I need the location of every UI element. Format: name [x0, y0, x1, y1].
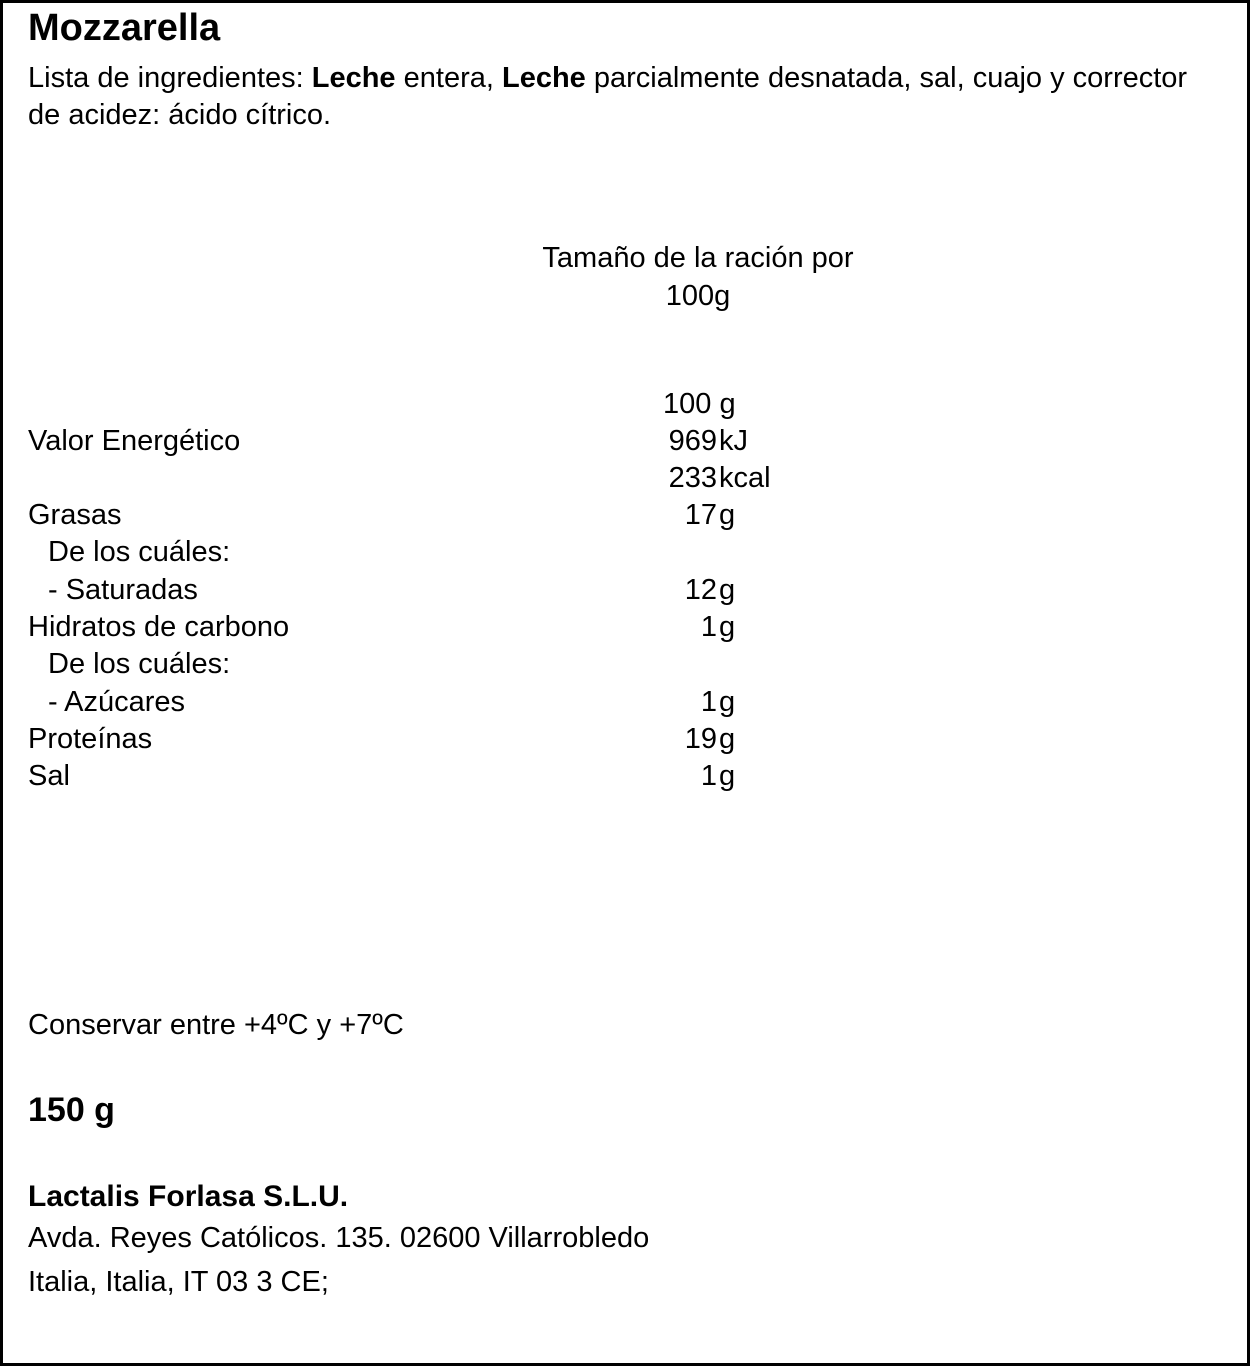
ingredients-rest: parcialmente desnatada, sal, cuajo y corrector de acidez: ácido cítrico.: [28, 62, 1188, 131]
nutrient-value-salt: 1: [700, 760, 717, 792]
nutrient-value-energy-kcal: 233: [668, 462, 717, 494]
ingredient-leche-2: Leche: [501, 62, 586, 94]
nutrient-unit-energy-kcal: kcal: [719, 462, 771, 494]
nutrient-unit-energy-kj: kJ: [719, 425, 748, 457]
nutrient-unit-salt: g: [719, 760, 736, 792]
serving-size-value: 100g: [665, 280, 731, 312]
serving-size: [523, 239, 873, 315]
nutrient-label-of-which-fat: De los cuáles:: [48, 536, 231, 568]
nutrient-unit-carbs: g: [719, 611, 736, 643]
nutrient-label-protein: Proteínas: [28, 723, 153, 755]
serving-label: Tamaño de la ración por: [542, 242, 854, 274]
net-weight: 150 g: [28, 1091, 115, 1129]
ingredients-list: [28, 60, 1218, 134]
nutrient-value-saturated: 12: [684, 574, 717, 606]
nutrient-value-carbs: 1: [700, 611, 717, 643]
ingredients-mid: entera,: [395, 62, 502, 94]
nutrient-value-protein: 19: [684, 723, 717, 755]
nutrient-label-salt: Sal: [28, 760, 70, 792]
nutrient-label-energy: Valor Energético: [28, 425, 241, 457]
nutrient-unit-saturated: g: [719, 574, 736, 606]
nutrient-value-energy-kj: 969: [668, 425, 717, 457]
nutrition-column-header: 100 g: [663, 388, 736, 420]
manufacturer-origin: Italia, Italia, IT 03 3 CE;: [28, 1266, 329, 1298]
nutrient-label-sugars: - Azúcares: [48, 686, 185, 718]
manufacturer-name: Lactalis Forlasa S.L.U.: [28, 1180, 349, 1213]
nutrient-label-carbs: Hidratos de carbono: [28, 611, 290, 643]
nutrient-label-saturated: - Saturadas: [48, 574, 198, 606]
nutrient-unit-sugars: g: [719, 686, 736, 718]
product-title: Mozzarella: [28, 7, 221, 49]
nutrient-unit-protein: g: [719, 723, 736, 755]
nutrient-value-fat: 17: [684, 499, 717, 531]
nutrient-label-fat: Grasas: [28, 499, 122, 531]
nutrient-value-sugars: 1: [700, 686, 717, 718]
storage-instructions: Conservar entre +4ºC y +7ºC: [28, 1009, 404, 1041]
nutrient-unit-fat: g: [719, 499, 736, 531]
ingredients-prefix: Lista de ingredientes:: [28, 62, 312, 94]
nutrient-label-of-which-carbs: De los cuáles:: [48, 648, 231, 680]
ingredient-leche-1: Leche: [311, 62, 396, 94]
manufacturer-address: Avda. Reyes Católicos. 135. 02600 Villarrobledo: [28, 1222, 650, 1254]
